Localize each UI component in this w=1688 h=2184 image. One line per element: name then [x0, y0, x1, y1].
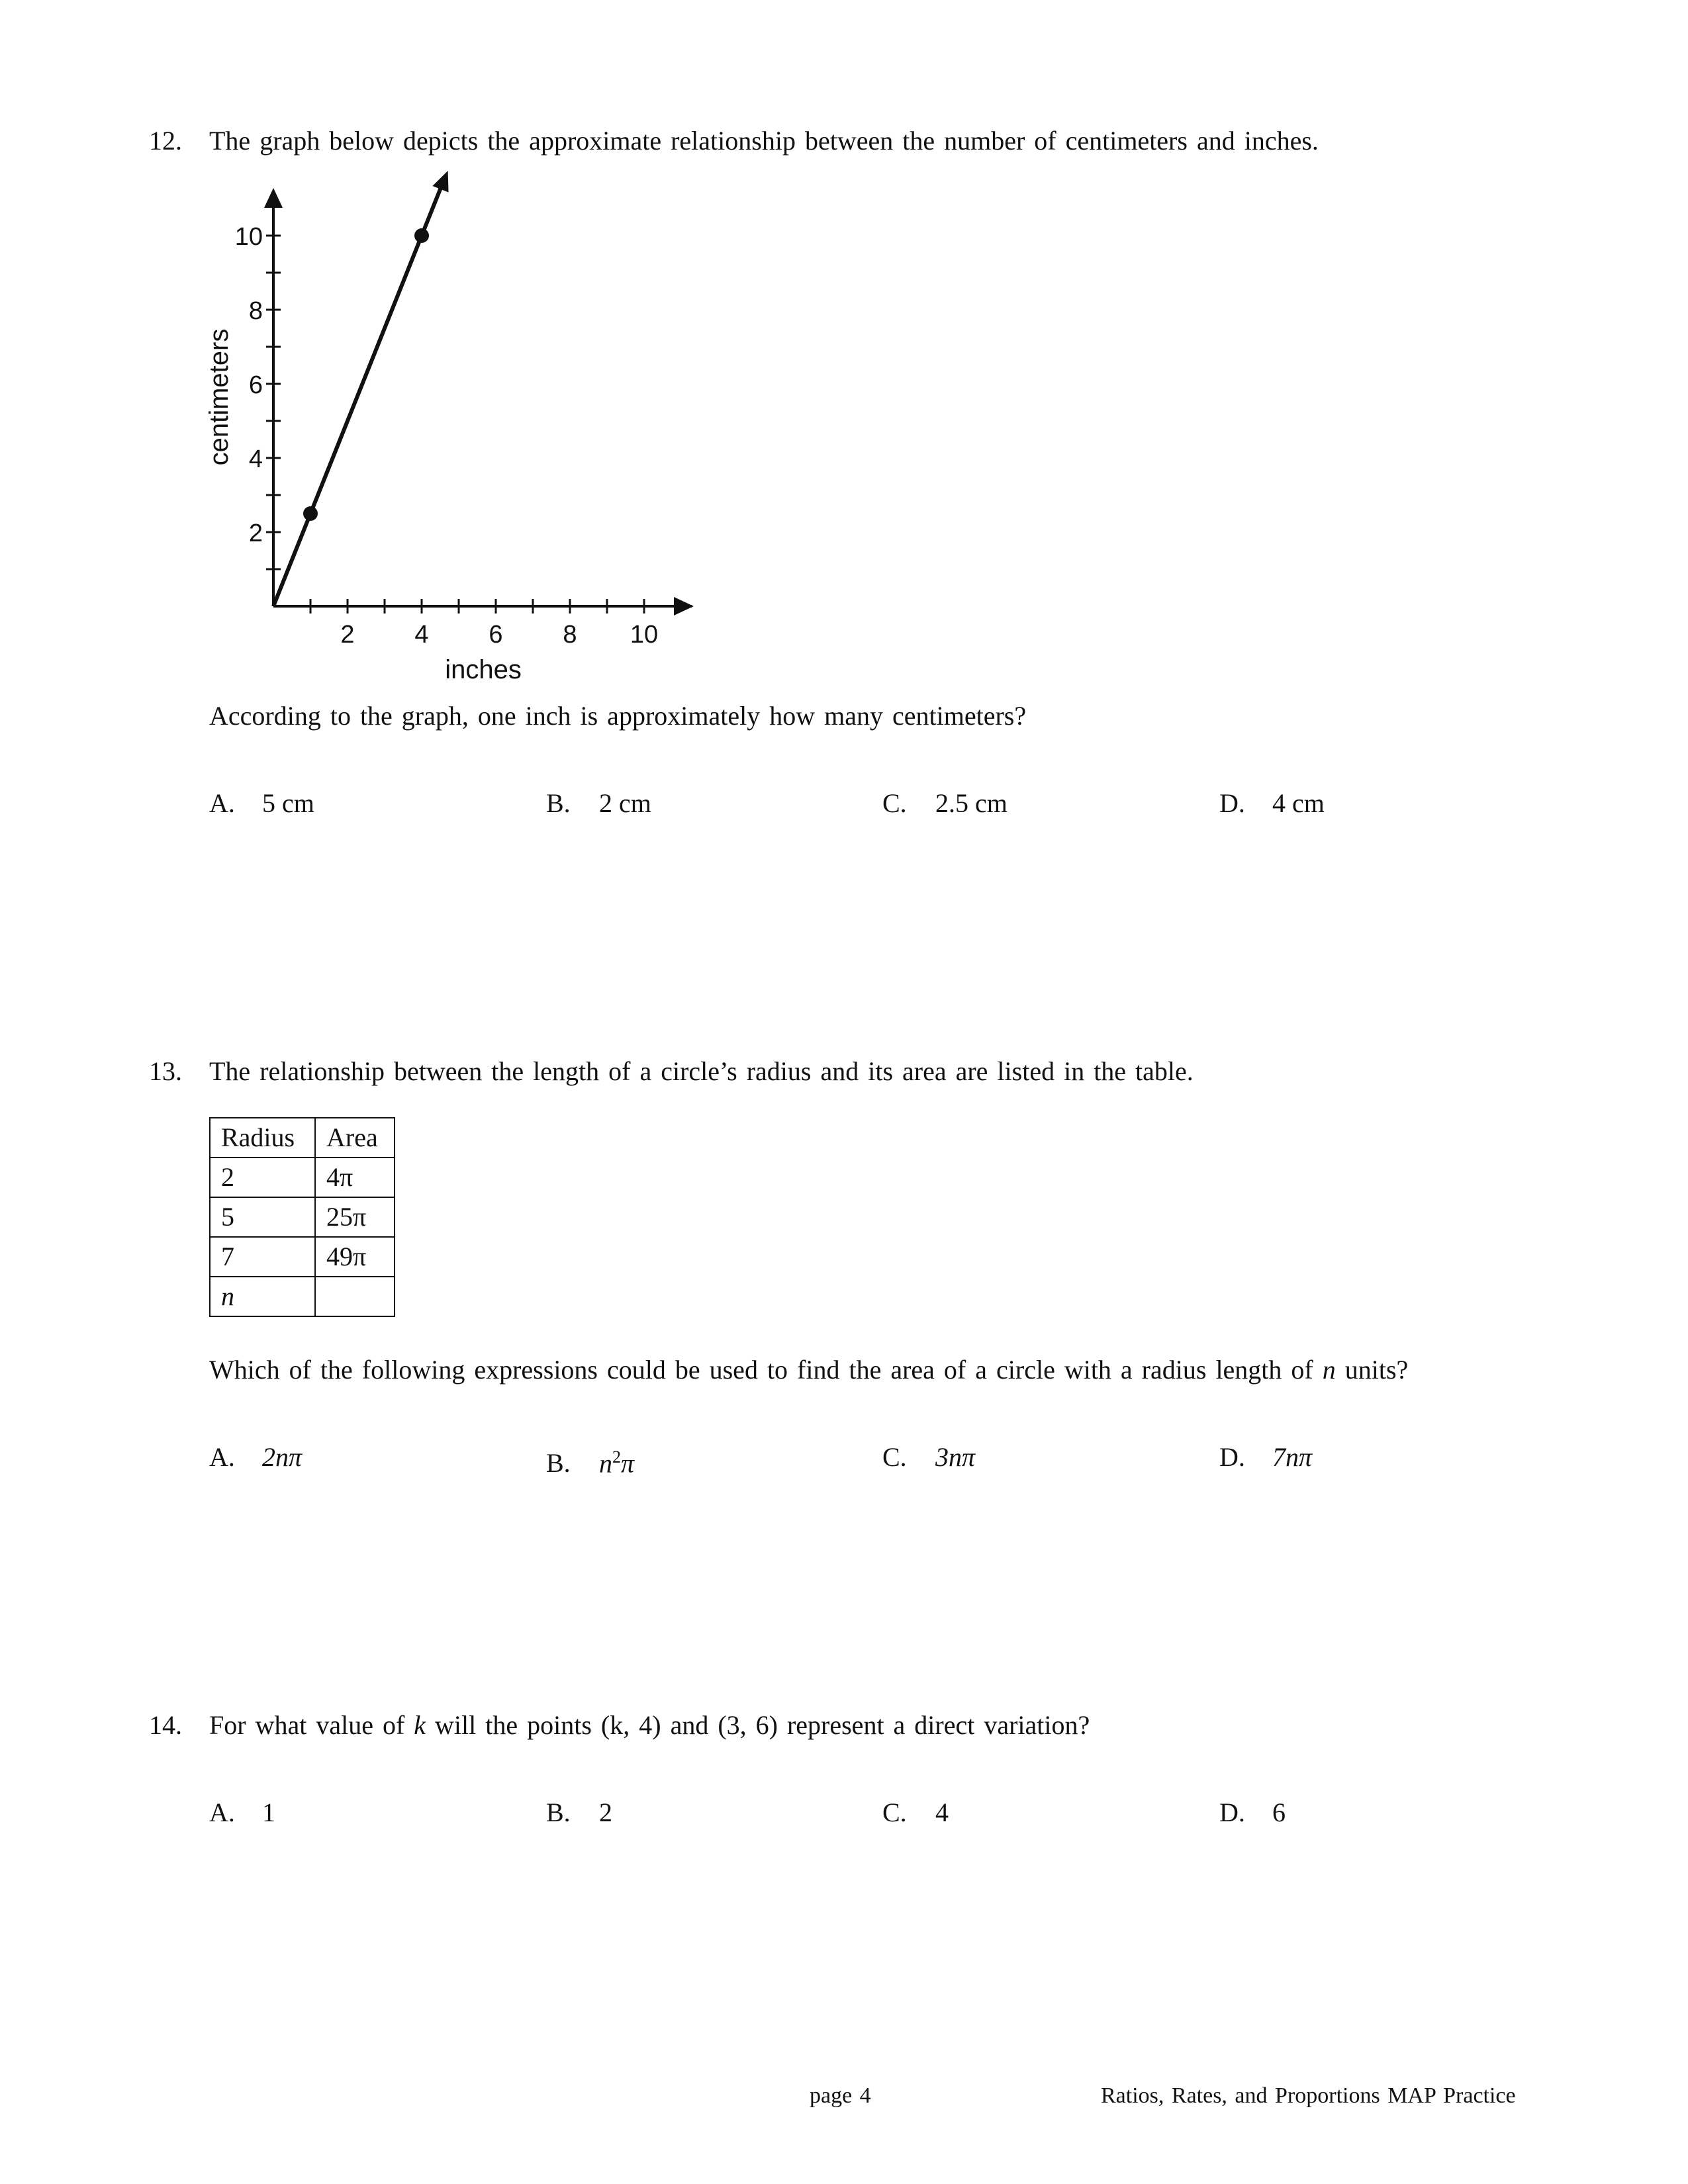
radius-area-table	[209, 1117, 395, 1317]
y-tick-label: 10	[234, 223, 263, 251]
q13-choice-d[interactable]	[1219, 1441, 1312, 1473]
q14-text-and: and	[670, 1710, 709, 1740]
q14-choice-c[interactable]	[882, 1797, 949, 1829]
q12-choice-d-label: D.	[1219, 788, 1245, 818]
q13-choice-b-label: B.	[546, 1448, 571, 1479]
q14-text-middle: will the points	[435, 1710, 592, 1740]
radius-area-table-wrap	[209, 1117, 395, 1317]
table-header-area: Area	[315, 1118, 395, 1158]
q14-choice-a[interactable]	[209, 1797, 275, 1829]
q14-text-after: represent a direct variation?	[786, 1710, 1090, 1740]
q13-choice-b-sup: 2	[612, 1447, 621, 1467]
table-cell: 25π	[315, 1197, 395, 1237]
y-tick-label: 8	[248, 297, 263, 325]
q13-followup-after: units?	[1344, 1355, 1409, 1385]
q14-choice-d-label: D.	[1219, 1797, 1245, 1827]
page-number: page 4	[810, 2083, 871, 2108]
q14-point2: (3, 6)	[718, 1710, 778, 1740]
q14-var: k	[414, 1710, 426, 1740]
table-row	[210, 1237, 395, 1277]
q12-choice-b-label: B.	[546, 788, 571, 818]
q13-choice-d-text: 7nπ	[1272, 1442, 1313, 1472]
q12-choice-c[interactable]	[882, 788, 1008, 819]
table-cell	[315, 1277, 395, 1316]
question-13-text: The relationship between the length of a circle’s radius and its area are listed in the table.	[209, 1056, 1194, 1086]
table-row	[210, 1277, 395, 1316]
q13-choice-b-base: n	[599, 1448, 612, 1479]
table-row	[210, 1158, 395, 1197]
question-12-number: 12.	[149, 126, 182, 156]
table-cell: 2	[210, 1158, 315, 1197]
q12-choice-d-text: 4 cm	[1272, 788, 1325, 818]
x-axis-label: inches	[445, 655, 522, 684]
q14-point1: (k, 4)	[600, 1710, 661, 1740]
y-tick-label: 4	[248, 445, 263, 473]
table-cell: 4π	[315, 1158, 395, 1197]
x-axis-arrow	[674, 597, 694, 615]
q13-choice-b-rest: π	[621, 1448, 635, 1479]
q12-choice-a-label: A.	[209, 788, 235, 818]
q14-choice-d[interactable]	[1219, 1797, 1286, 1829]
x-tick-label: 4	[414, 621, 429, 649]
y-axis-arrow	[264, 188, 283, 208]
q14-choice-b-label: B.	[546, 1797, 571, 1827]
q14-choice-c-text: 4	[935, 1797, 949, 1827]
q13-choice-a[interactable]	[209, 1441, 302, 1473]
q13-choice-c[interactable]	[882, 1441, 975, 1473]
table-header-radius: Radius	[210, 1118, 315, 1158]
series-line-arrow	[432, 167, 455, 193]
q14-choice-d-text: 6	[1272, 1797, 1286, 1827]
x-tick-label: 8	[563, 621, 577, 649]
table-cell: n	[210, 1277, 315, 1316]
table-header-row	[210, 1118, 395, 1158]
table-row	[210, 1197, 395, 1237]
q12-choice-c-text: 2.5 cm	[935, 788, 1008, 818]
question-12-text: The graph below depicts the approximate relationship between the number of centimeters and inches.	[209, 126, 1319, 156]
question-13-number: 13.	[149, 1056, 182, 1086]
q13-choice-c-label: C.	[882, 1442, 907, 1472]
q14-choice-b-text: 2	[599, 1797, 612, 1827]
q12-choice-c-label: C.	[882, 788, 907, 818]
question-13-followup	[209, 1354, 1408, 1386]
q13-choice-c-text: 3nπ	[935, 1442, 976, 1472]
q14-choice-b[interactable]	[546, 1797, 612, 1829]
q12-choice-a-text: 5 cm	[262, 788, 314, 818]
q13-choice-d-label: D.	[1219, 1442, 1245, 1472]
q14-choice-a-label: A.	[209, 1797, 235, 1827]
y-tick-label: 2	[248, 520, 263, 547]
y-axis-label: centimeters	[205, 328, 234, 466]
q12-choice-d[interactable]	[1219, 788, 1325, 819]
table-cell: 49π	[315, 1237, 395, 1277]
table-cell: 5	[210, 1197, 315, 1237]
y-tick-label: 6	[248, 371, 263, 399]
q14-choice-a-text: 1	[262, 1797, 275, 1827]
q13-followup-before: Which of the following expressions could be used to find the area of a circle with a radius length of	[209, 1355, 1313, 1385]
data-point	[414, 228, 429, 243]
q12-choice-b-text: 2 cm	[599, 788, 651, 818]
x-tick-label: 6	[489, 621, 503, 649]
q13-choice-a-label: A.	[209, 1442, 235, 1472]
q13-followup-var: n	[1322, 1355, 1336, 1385]
cm-inches-chart	[0, 0, 728, 702]
q12-choice-b[interactable]	[546, 788, 651, 819]
q12-choice-a[interactable]	[209, 788, 314, 819]
question-14-text	[209, 1709, 1090, 1741]
data-point	[303, 506, 318, 521]
document-title: Ratios, Rates, and Proportions MAP Practice	[1101, 2083, 1516, 2108]
x-tick-label: 2	[340, 621, 355, 649]
x-tick-label: 10	[630, 621, 659, 649]
q13-choice-b[interactable]	[546, 1441, 634, 1479]
table-cell: 7	[210, 1237, 315, 1277]
question-12-followup: According to the graph, one inch is approximately how many centimeters?	[209, 701, 1027, 731]
question-14-number: 14.	[149, 1710, 182, 1740]
series-line	[273, 180, 444, 606]
q14-choice-c-label: C.	[882, 1797, 907, 1827]
q14-text-before: For what value of	[209, 1710, 405, 1740]
q13-choice-a-text: 2nπ	[262, 1442, 303, 1472]
